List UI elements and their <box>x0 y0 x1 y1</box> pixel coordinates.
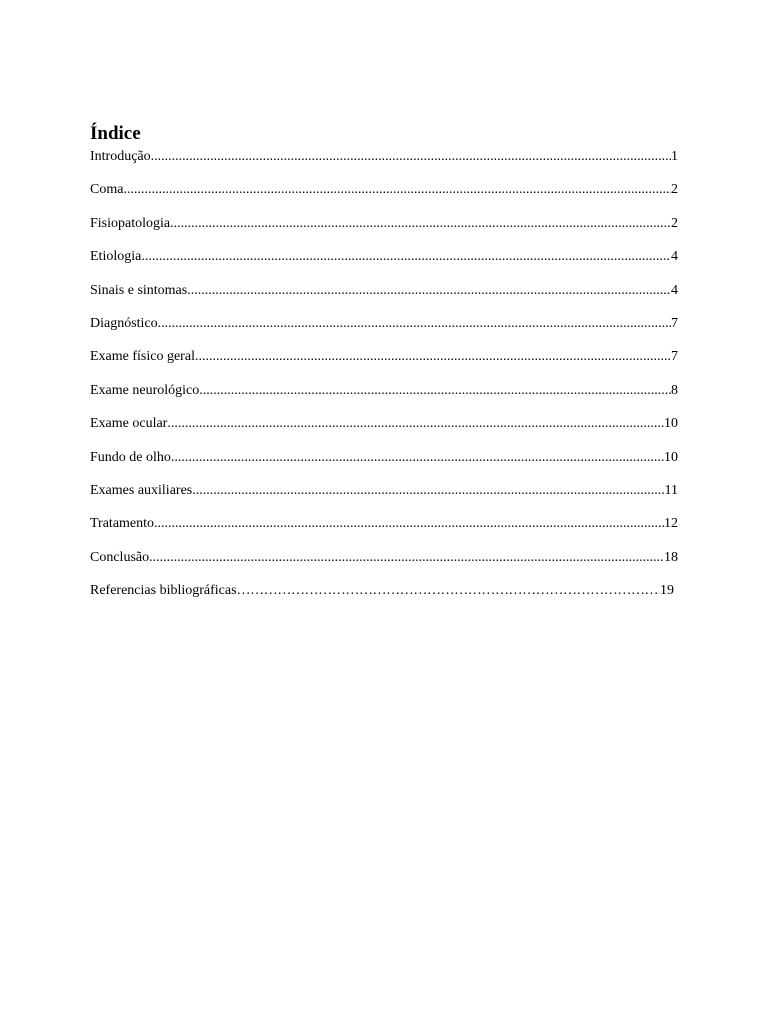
toc-entry <box>90 549 678 566</box>
toc-page-number: 19 <box>660 583 674 599</box>
toc-page-number: 7 <box>671 349 678 365</box>
toc-entry <box>90 515 678 532</box>
toc-dot-leader <box>141 248 671 265</box>
toc-page-number: 4 <box>671 282 678 298</box>
toc-entry-label: Sinais e sintomas <box>90 282 188 298</box>
toc-page-number: 11 <box>664 482 678 498</box>
toc-title: Índice <box>90 123 141 144</box>
toc-entry <box>90 482 678 499</box>
toc-dot-leader <box>187 282 671 299</box>
toc-entry <box>90 382 678 399</box>
toc-page-number: 4 <box>671 249 678 265</box>
toc-entry-label: Tratamento <box>90 516 155 532</box>
toc-entry-label: Introdução <box>90 149 151 164</box>
toc-entry <box>90 181 678 198</box>
toc-entry <box>90 248 678 265</box>
toc-entry-label: Referencias bibliográficas <box>90 583 237 599</box>
toc-dot-leader <box>192 482 664 499</box>
toc-entry-label: Fisiopatologia <box>90 215 171 231</box>
toc-entry <box>90 215 678 232</box>
toc-entry-label: Exame ocular <box>90 416 168 432</box>
toc-dot-leader <box>123 181 671 198</box>
toc-entry <box>90 582 678 599</box>
toc-page-number: 10 <box>664 416 678 432</box>
toc-entry-label: Exames auxiliares <box>90 482 193 498</box>
toc-dot-leader <box>154 515 664 532</box>
document-page <box>90 122 678 615</box>
toc-entry <box>90 348 678 365</box>
toc-page-number: 12 <box>664 516 678 532</box>
toc-entry <box>90 315 678 332</box>
toc-dot-leader <box>149 549 664 566</box>
toc-page-number: 1 <box>671 149 678 164</box>
toc-page-number: 10 <box>664 449 678 465</box>
toc-entry <box>90 415 678 432</box>
toc-dot-leader <box>158 315 671 332</box>
toc-entry-label: Diagnóstico <box>90 315 158 331</box>
table-of-contents <box>90 148 678 599</box>
toc-entry-label: Coma <box>90 182 124 198</box>
toc-dot-leader <box>151 148 671 165</box>
toc-page-number: 8 <box>671 382 678 398</box>
toc-dot-leader <box>167 415 664 432</box>
toc-entry-label: Exame físico geral <box>90 349 195 365</box>
toc-entry-label: Fundo de olho <box>90 449 171 465</box>
toc-dot-leader <box>199 382 671 399</box>
toc-dot-leader <box>195 348 671 365</box>
toc-entry-label: Etiologia <box>90 249 142 265</box>
toc-entry-label: Exame neurológico <box>90 382 200 398</box>
toc-page-number: 2 <box>671 182 678 198</box>
toc-dot-leader <box>171 449 664 466</box>
toc-entry <box>90 282 678 299</box>
toc-dot-leader <box>237 582 660 599</box>
toc-page-number: 7 <box>671 315 678 331</box>
toc-dot-leader <box>170 215 671 232</box>
toc-entry <box>90 449 678 466</box>
toc-entry-label: Conclusão <box>90 549 150 565</box>
toc-page-number: 2 <box>671 215 678 231</box>
toc-page-number: 18 <box>664 549 678 565</box>
toc-entry <box>90 148 678 165</box>
